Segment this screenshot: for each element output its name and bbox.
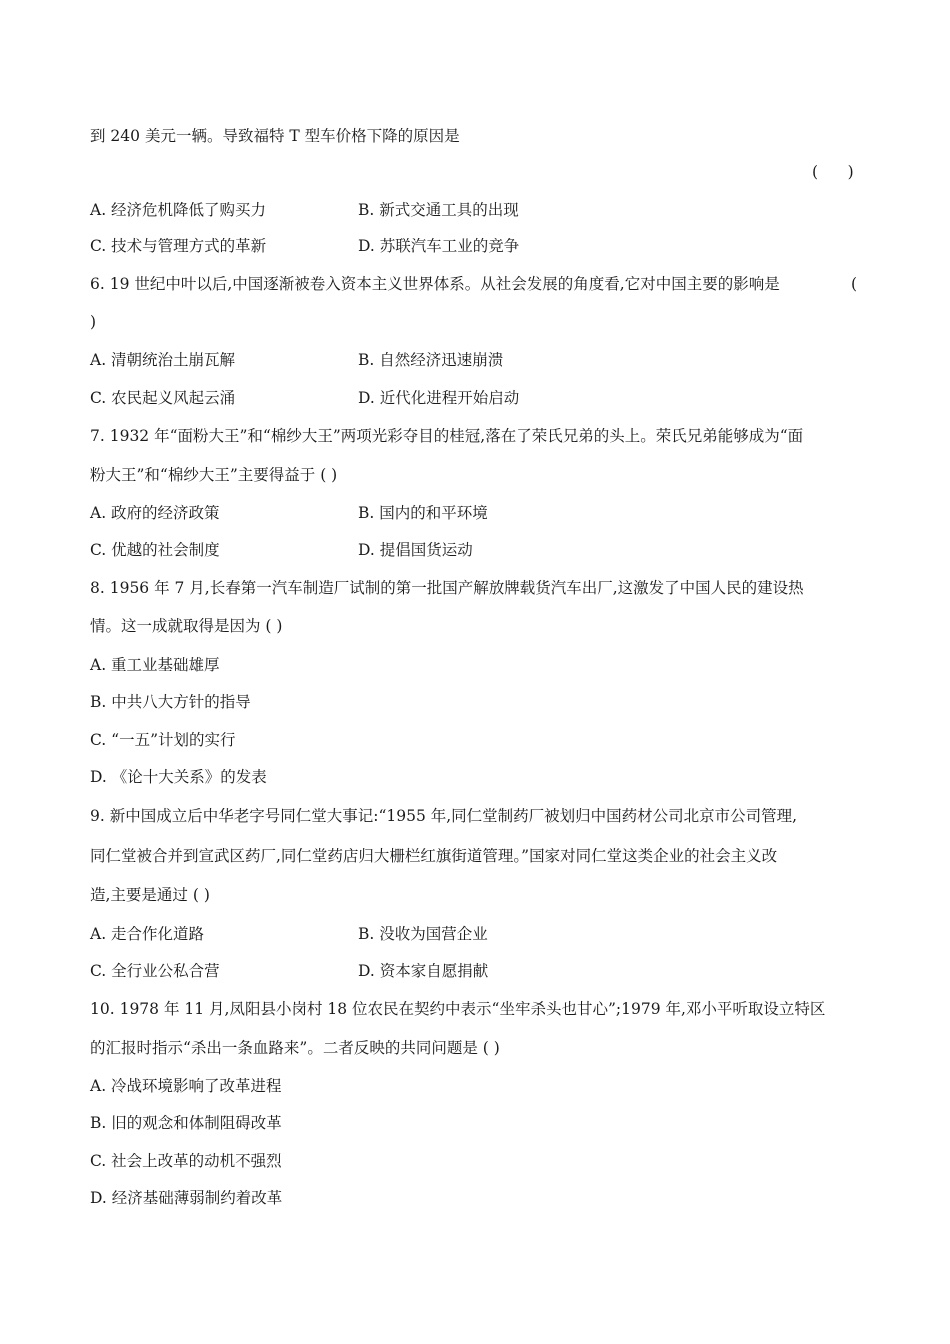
q5-option-b: B. 新式交通工具的出现 bbox=[358, 201, 519, 219]
q9-option-a: A. 走合作化道路 bbox=[90, 925, 205, 943]
q7-stem-line2: 粉大王”和“棉纱大王”主要得益于 ( ) bbox=[90, 466, 338, 484]
q5-answer-paren: ( ) bbox=[812, 163, 854, 181]
q6-paren-close: ) bbox=[90, 313, 97, 331]
q10-stem-line1: 10. 1978 年 11 月,凤阳县小岗村 18 位农民在契约中表示“坐牢杀头也甘心”;1979 年,邓小平听取设立特区 bbox=[90, 1000, 826, 1018]
q10-option-a: A. 冷战环境影响了改革进程 bbox=[90, 1077, 282, 1095]
q6-option-b: B. 自然经济迅速崩溃 bbox=[358, 351, 504, 369]
q8-option-a: A. 重工业基础雄厚 bbox=[90, 656, 220, 674]
q6-option-a: A. 清朝统治土崩瓦解 bbox=[90, 351, 236, 369]
q5-option-c: C. 技术与管理方式的革新 bbox=[90, 237, 267, 255]
q8-option-b: B. 中共八大方针的指导 bbox=[90, 693, 251, 711]
q5-option-d: D. 苏联汽车工业的竞争 bbox=[358, 237, 520, 255]
q9-stem-line2: 同仁堂被合并到宣武区药厂,同仁堂药店归大栅栏红旗街道管理。”国家对同仁堂这类企业的社会主义改 bbox=[90, 847, 778, 865]
q8-stem-line1: 8. 1956 年 7 月,长春第一汽车制造厂试制的第一批国产解放牌载货汽车出厂,这激发了中国人民的建设热 bbox=[90, 579, 804, 597]
q7-option-b: B. 国内的和平环境 bbox=[358, 504, 488, 522]
q7-option-c: C. 优越的社会制度 bbox=[90, 541, 220, 559]
q8-stem-line2: 情。这一成就取得是因为 ( ) bbox=[90, 617, 283, 635]
q8-option-d: D. 《论十大关系》的发表 bbox=[90, 768, 267, 786]
q7-option-a: A. 政府的经济政策 bbox=[90, 504, 220, 522]
q9-option-d: D. 资本家自愿捐献 bbox=[358, 962, 489, 980]
q9-option-c: C. 全行业公私合营 bbox=[90, 962, 220, 980]
q6-option-c: C. 农民起义风起云涌 bbox=[90, 389, 236, 407]
q10-option-c: C. 社会上改革的动机不强烈 bbox=[90, 1152, 282, 1170]
q6-paren-open: ( bbox=[851, 275, 858, 293]
q5-option-a: A. 经济危机降低了购买力 bbox=[90, 201, 267, 219]
q5-stem: 到 240 美元一辆。导致福特 T 型车价格下降的原因是 bbox=[90, 127, 460, 145]
q9-stem-line1: 9. 新中国成立后中华老字号同仁堂大事记:“1955 年,同仁堂制药厂被划归中国药材公司北京市公司管理, bbox=[90, 807, 798, 825]
q7-option-d: D. 提倡国货运动 bbox=[358, 541, 473, 559]
q9-option-b: B. 没收为国营企业 bbox=[358, 925, 488, 943]
q7-stem-line1: 7. 1932 年“面粉大王”和“棉纱大王”两项光彩夺目的桂冠,落在了荣氏兄弟的头上。荣氏兄弟能够成为“面 bbox=[90, 427, 804, 445]
q6-stem: 6. 19 世纪中叶以后,中国逐渐被卷入资本主义世界体系。从社会发展的角度看,它对中国主要的影响是 bbox=[90, 275, 780, 293]
q6-option-d: D. 近代化进程开始启动 bbox=[358, 389, 520, 407]
q10-stem-line2: 的汇报时指示“杀出一条血路来”。二者反映的共同问题是 ( ) bbox=[90, 1039, 500, 1057]
q10-option-b: B. 旧的观念和体制阻碍改革 bbox=[90, 1114, 282, 1132]
q10-option-d: D. 经济基础薄弱制约着改革 bbox=[90, 1189, 283, 1207]
q8-option-c: C. “一五”计划的实行 bbox=[90, 731, 236, 749]
q9-stem-line3: 造,主要是通过 ( ) bbox=[90, 886, 210, 904]
